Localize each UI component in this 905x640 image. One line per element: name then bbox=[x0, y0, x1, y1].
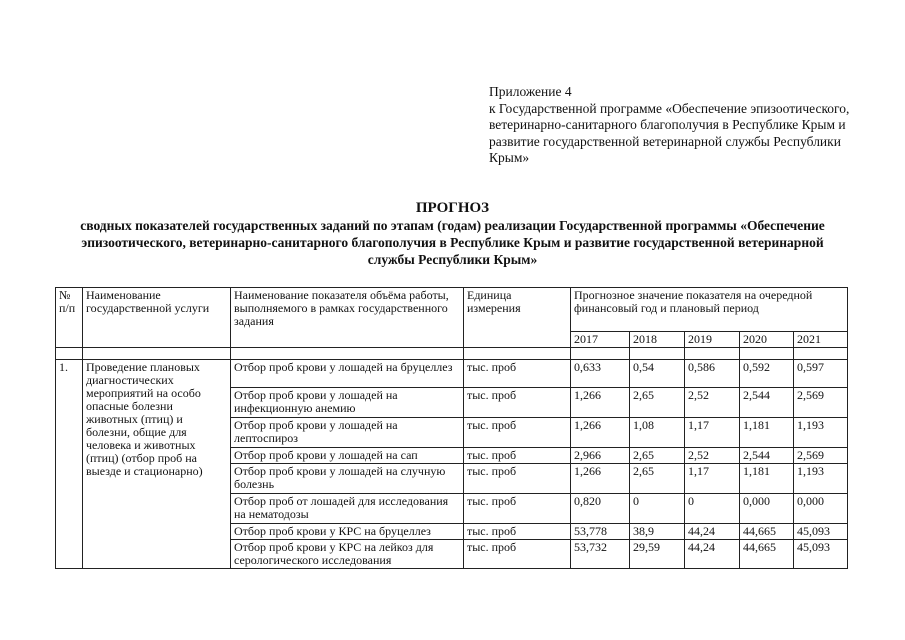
value-2017: 1,266 bbox=[571, 388, 630, 418]
row-unit: тыс. проб bbox=[464, 464, 571, 494]
row-indicator: Отбор проб крови у КРС на бруцеллез bbox=[231, 524, 464, 540]
value-2018: 2,65 bbox=[630, 448, 685, 464]
group-service: Проведение плановых диагностических мероприятий на особо опасные болезни животных (птиц) и болезни, общие для человека и животных (птиц) (отбор проб на выезде и стационарно) bbox=[83, 360, 231, 569]
group-num: 1. bbox=[56, 360, 83, 569]
value-2020: 2,544 bbox=[740, 388, 794, 418]
value-2018: 2,65 bbox=[630, 388, 685, 418]
value-2017: 53,732 bbox=[571, 540, 630, 569]
value-2019: 1,17 bbox=[685, 464, 740, 494]
value-2019: 44,24 bbox=[685, 524, 740, 540]
year-2019: 2019 bbox=[685, 332, 740, 348]
header-indicator: Наименование показателя объёма работы, выполняемого в рамках государственного задания bbox=[231, 288, 464, 348]
value-2020: 0,000 bbox=[740, 494, 794, 524]
value-2019: 44,24 bbox=[685, 540, 740, 569]
title-subtitle: сводных показателей государственных заданий по этапам (годам) реализации Государственной программы «Обеспечение эпизоотического, ветеринарно-санитарного благополучия в Республике Крым и развитие государственной ветеринарной службы Республики Крым» bbox=[80, 218, 825, 267]
row-unit: тыс. проб bbox=[464, 494, 571, 524]
header-unit: Единица измерения bbox=[464, 288, 571, 348]
year-2021: 2021 bbox=[794, 332, 848, 348]
value-2017: 2,966 bbox=[571, 448, 630, 464]
row-unit: тыс. проб bbox=[464, 360, 571, 388]
spacer-row bbox=[56, 348, 848, 360]
value-2021: 0,597 bbox=[794, 360, 848, 388]
row-indicator: Отбор проб крови у лошадей на случную болезнь bbox=[231, 464, 464, 494]
row-indicator: Отбор проб крови у лошадей на лептоспироз bbox=[231, 418, 464, 448]
year-2018: 2018 bbox=[630, 332, 685, 348]
value-2020: 1,181 bbox=[740, 464, 794, 494]
value-2020: 0,592 bbox=[740, 360, 794, 388]
header-service: Наименование государственной услуги bbox=[83, 288, 231, 348]
row-unit: тыс. проб bbox=[464, 448, 571, 464]
value-2021: 1,193 bbox=[794, 464, 848, 494]
value-2018: 2,65 bbox=[630, 464, 685, 494]
document-title bbox=[60, 200, 845, 268]
row-indicator: Отбор проб крови у лошадей на сап bbox=[231, 448, 464, 464]
row-indicator: Отбор проб крови у лошадей на инфекционную анемию bbox=[231, 388, 464, 418]
value-2021: 2,569 bbox=[794, 388, 848, 418]
year-2020: 2020 bbox=[740, 332, 794, 348]
value-2017: 1,266 bbox=[571, 418, 630, 448]
row-unit: тыс. проб bbox=[464, 388, 571, 418]
value-2018: 38,9 bbox=[630, 524, 685, 540]
value-2020: 2,544 bbox=[740, 448, 794, 464]
value-2020: 44,665 bbox=[740, 540, 794, 569]
row-indicator: Отбор проб крови у лошадей на бруцеллез bbox=[231, 360, 464, 388]
value-2021: 1,193 bbox=[794, 418, 848, 448]
appendix-text: к Государственной программе «Обеспечение эпизоотического, ветеринарно-санитарного благополучия в Республике Крым и развитие государственной ветеринарной службы Республики Крым» bbox=[489, 100, 850, 165]
row-indicator: Отбор проб от лошадей для исследования на нематодозы bbox=[231, 494, 464, 524]
year-2017: 2017 bbox=[571, 332, 630, 348]
value-2020: 44,665 bbox=[740, 524, 794, 540]
appendix-block bbox=[489, 84, 869, 167]
appendix-label: Приложение 4 bbox=[489, 84, 572, 99]
forecast-table bbox=[55, 287, 848, 569]
table-header-row bbox=[56, 288, 848, 332]
value-2018: 1,08 bbox=[630, 418, 685, 448]
value-2019: 2,52 bbox=[685, 388, 740, 418]
row-indicator: Отбор проб крови у КРС на лейкоз для серологического исследования bbox=[231, 540, 464, 569]
value-2017: 0,820 bbox=[571, 494, 630, 524]
value-2021: 0,000 bbox=[794, 494, 848, 524]
value-2021: 2,569 bbox=[794, 448, 848, 464]
value-2020: 1,181 bbox=[740, 418, 794, 448]
value-2017: 1,266 bbox=[571, 464, 630, 494]
value-2017: 0,633 bbox=[571, 360, 630, 388]
value-2018: 29,59 bbox=[630, 540, 685, 569]
value-2021: 45,093 bbox=[794, 524, 848, 540]
row-unit: тыс. проб bbox=[464, 418, 571, 448]
table-row bbox=[56, 360, 848, 388]
row-unit: тыс. проб bbox=[464, 524, 571, 540]
value-2021: 45,093 bbox=[794, 540, 848, 569]
value-2019: 0,586 bbox=[685, 360, 740, 388]
value-2019: 2,52 bbox=[685, 448, 740, 464]
header-num: № п/п bbox=[56, 288, 83, 348]
row-unit: тыс. проб bbox=[464, 540, 571, 569]
value-2019: 1,17 bbox=[685, 418, 740, 448]
header-forecast: Прогнозное значение показателя на очередной финансовый год и плановый период bbox=[571, 288, 848, 332]
value-2019: 0 bbox=[685, 494, 740, 524]
value-2018: 0 bbox=[630, 494, 685, 524]
value-2018: 0,54 bbox=[630, 360, 685, 388]
value-2017: 53,778 bbox=[571, 524, 630, 540]
title-main: ПРОГНОЗ bbox=[415, 200, 490, 216]
